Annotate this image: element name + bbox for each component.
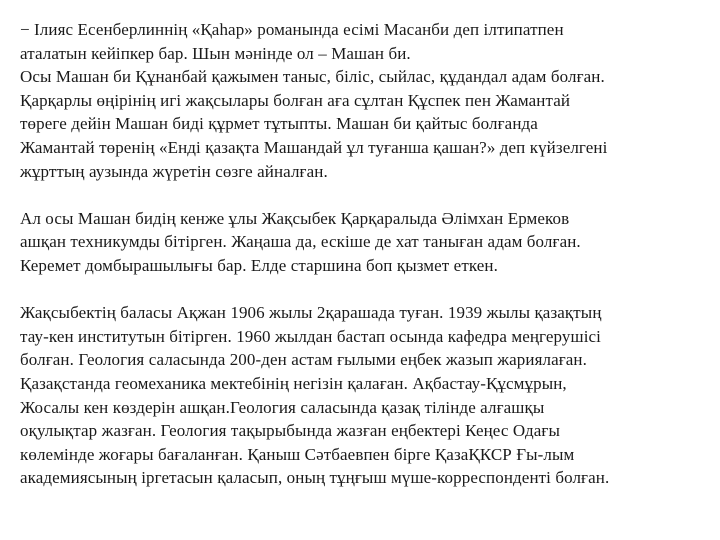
text-line: жұрттың аузында жүретін сөзге айналған. [20, 161, 328, 181]
paragraph-spacer [20, 278, 710, 302]
text-line: көлемінде жоғары бағаланған. Қаныш Сәтбаевпен бірге ҚазаҚКСР Ғы-лым [20, 444, 575, 464]
text-line: Керемет домбырашылығы бар. Елде старшина боп қызмет еткен. [20, 255, 498, 275]
text-line: Жамантай төренің «Енді қазақта Машандай ұл туғанша қашан?» деп күйзелгені [20, 137, 608, 157]
text-line: ашқан техникумды бітірген. Жаңаша да, ескіше де хат таныған адам болған. [20, 232, 581, 252]
paragraph-1 [20, 18, 710, 183]
text-line: Жақсыбектің баласы Ақжан 1906 жылы 2қарашада туған. 1939 жылы қазақтың [20, 303, 602, 323]
text-line: төреге дейін Машан биді құрмет тұтыпты. Машан би қайтыс болғанда [20, 114, 538, 134]
text-line: академиясының іргетасын қаласып, оның тұңғыш мүше-корреспонденті болған. [20, 468, 610, 488]
paragraph-3 [20, 301, 710, 490]
text-line: тау-кен институтын бітірген. 1960 жылдан бастап осында кафедра меңгерушісі [20, 326, 601, 346]
text-line: оқулықтар жазған. Геология тақырыбында жазған еңбектері Кеңес Одағы [20, 421, 561, 441]
text-line: болған. Геология саласында 200-ден астам ғылыми еңбек жазып жариялаған. [20, 350, 587, 370]
text-line: Қарқарлы өңірінің игі жақсылары болған аға сұлтан Құспек пен Жамантай [20, 90, 571, 110]
text-line: Қазақстанда геомеханика мектебінің негізін қалаған. Ақбастау-Құсмұрын, [20, 373, 567, 393]
paragraph-2 [20, 207, 710, 278]
text-line: Жосалы кен көздерін ашқан.Геология саласында қазақ тілінде алғашқы [20, 397, 545, 417]
paragraph-spacer [20, 183, 710, 207]
text-line: − Ілияс Есенберлиннің «Қаһар» романында есімі Масанби деп ілтипатпен [20, 20, 564, 39]
document-page [20, 18, 710, 490]
text-line: Осы Машан би Құнанбай қажымен таныс, біліс, сыйлас, құдандал адам болған. [20, 67, 605, 87]
text-line: аталатын кейіпкер бар. Шын мәнінде ол – Машан би. [20, 43, 411, 63]
text-line: Ал осы Машан бидің кенже ұлы Жақсыбек Қарқаралыда Әлімхан Ермеков [20, 208, 570, 228]
